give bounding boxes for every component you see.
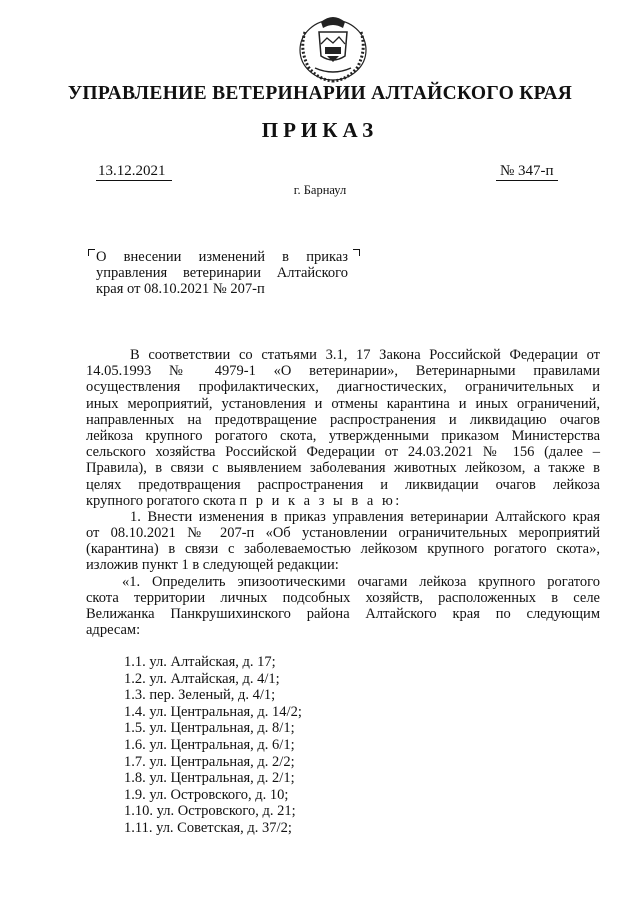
organization-name: УПРАВЛЕНИЕ ВЕТЕРИНАРИИ АЛТАЙСКОГО КРАЯ [67, 83, 573, 104]
paragraph-line: осуществления профилактических, диагностических, ограничительных и [86, 379, 600, 396]
paragraph-line: 14.05.1993 № 4979-1 «О ветеринарии», Ветеринарными правилами [86, 363, 600, 380]
list-item: 1.9. ул. Островского, д. 10; [124, 786, 289, 803]
subject-line: края от 08.10.2021 № 207-п [96, 281, 265, 297]
subject-line: О внесении изменений в приказ [96, 249, 348, 265]
document-type: ПРИКАЗ [261, 118, 379, 142]
list-item: 1.10. ул. Островского, д. 21; [124, 803, 296, 820]
document-date: 13.12.2021 [96, 162, 172, 181]
list-item: 1.2. ул. Алтайская, д. 4/1; [124, 670, 280, 687]
document-subject [96, 249, 348, 297]
paragraph-line: «1. Определить эпизоотическими очагами лейкоза крупного рогатого [122, 573, 600, 590]
list-item: 1.1. ул. Алтайская, д. 17; [124, 654, 276, 670]
paragraph-line: целях предотвращения распространения и ликвидации очагов лейкоза [86, 476, 600, 493]
paragraph-line: направленных на предотвращение распространения и ликвидацию очагов [86, 411, 600, 428]
paragraph-line: Велижанка Панкрушихинского района Алтайского края по следующим [86, 606, 600, 622]
paragraph-line: Правила), в связи с выявлением заболевания животных лейкозом, а также в [86, 460, 600, 477]
list-item: 1.11. ул. Советская, д. 37/2; [124, 819, 292, 836]
list-item: 1.8. ул. Центральная, д. 2/1; [124, 770, 295, 787]
paragraph-line: лейкоза крупного рогатого скота, утвержденными приказом Министерства [86, 427, 600, 444]
paragraph-line: В соответствии со статьями 3.1, 17 Закона Российской Федерации от [130, 347, 600, 363]
paragraph-line-text: крупного рогатого скота [86, 492, 236, 509]
paragraph-line: от 08.10.2021 № 207-п «Об установлении ограничительных мероприятий [86, 525, 600, 542]
list-item: 1.7. ул. Центральная, д. 2/2; [124, 753, 295, 770]
document-body [86, 347, 600, 638]
subject-line: управления ветеринарии Алтайского [96, 265, 348, 281]
document-number: № 347-п [496, 162, 558, 181]
list-item: 1.4. ул. Центральная, д. 14/2; [124, 703, 302, 720]
paragraph-line: (карантина) в связи с заболеваемостью лейкозом крупного рогатого скота», [86, 541, 600, 558]
subject-corner-left [88, 249, 95, 256]
paragraph-line [86, 493, 600, 509]
paragraph-line: изложив пункт 1 в следующей редакции: [86, 557, 339, 574]
list-item: 1.3. пер. Зеленый, д. 4/1; [124, 687, 276, 704]
list-item: 1.5. ул. Центральная, д. 8/1; [124, 720, 295, 737]
paragraph-line: скота территории личных подсобных хозяйств, расположенных в селе [86, 589, 600, 606]
order-word: п р и к а з ы в а ю: [239, 492, 402, 509]
coat-of-arms-icon [291, 10, 375, 84]
subject-corner-right [353, 249, 360, 256]
document-city: г. Барнаул [293, 183, 347, 197]
address-list [124, 654, 302, 837]
paragraph-line: иных мероприятий, установления и отмены карантина и иных ограничений, [86, 395, 600, 412]
paragraph-line: сельского хозяйства Российской Федерации от 24.03.2021 № 156 (далее – [86, 444, 600, 461]
paragraph-line: адресам: [86, 622, 141, 639]
paragraph-line: 1. Внести изменения в приказ управления ветеринарии Алтайского края [130, 508, 600, 525]
list-item: 1.6. ул. Центральная, д. 6/1; [124, 736, 295, 753]
